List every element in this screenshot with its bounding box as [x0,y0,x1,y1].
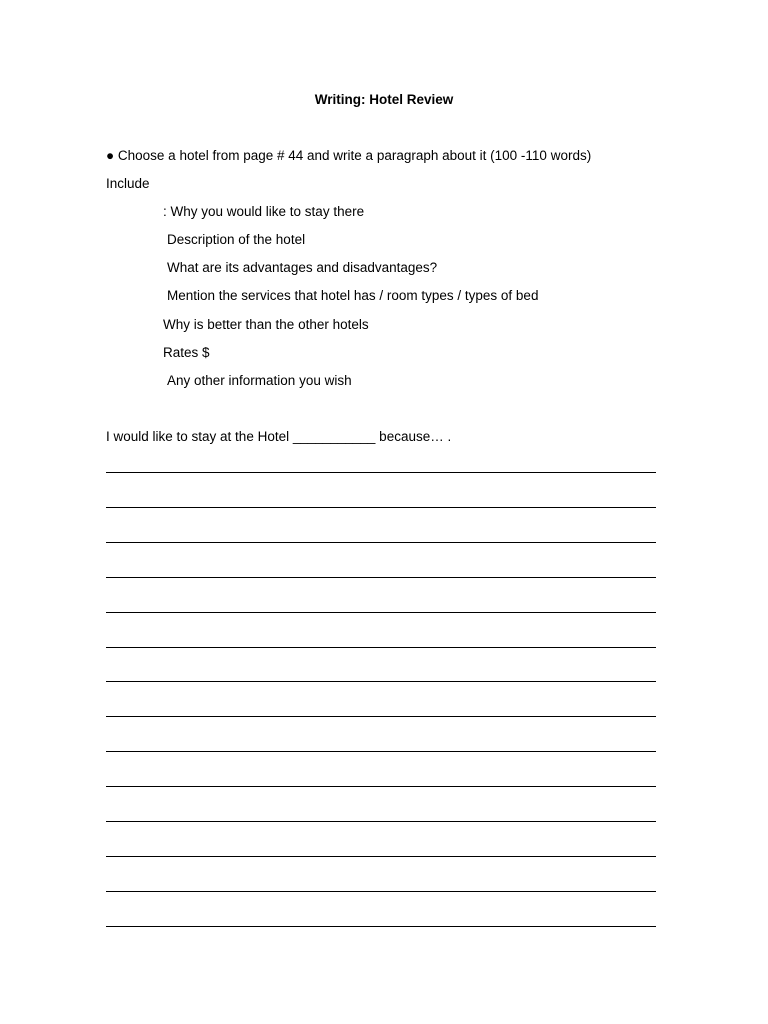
answer-line [106,647,656,648]
page-title: Writing: Hotel Review [314,92,454,107]
answer-line [106,716,656,717]
include-item-reason: : Why you would like to stay there [163,204,365,219]
answer-line [106,577,656,578]
answer-line [106,821,656,822]
include-item-comparison: Why is better than the other hotels [163,317,369,332]
answer-line [106,856,656,857]
answer-line [106,472,656,473]
instruction-text: ● Choose a hotel from page # 44 and write a paragraph about it (100 -110 words) [106,148,592,163]
answer-line [106,612,656,613]
answer-line [106,926,656,927]
include-item-services: Mention the services that hotel has / room types / types of bed [167,288,539,303]
answer-line [106,891,656,892]
include-item-rates: Rates $ [163,345,210,360]
include-item-advantages: What are its advantages and disadvantages? [167,260,438,275]
answer-line [106,507,656,508]
include-item-description: Description of the hotel [167,232,306,247]
answer-line [106,681,656,682]
include-label: Include [106,176,150,191]
answer-prompt: I would like to stay at the Hotel ___________ because… . [106,429,452,444]
include-item-other-info: Any other information you wish [167,373,352,388]
answer-line [106,542,656,543]
answer-line [106,751,656,752]
answer-line [106,786,656,787]
